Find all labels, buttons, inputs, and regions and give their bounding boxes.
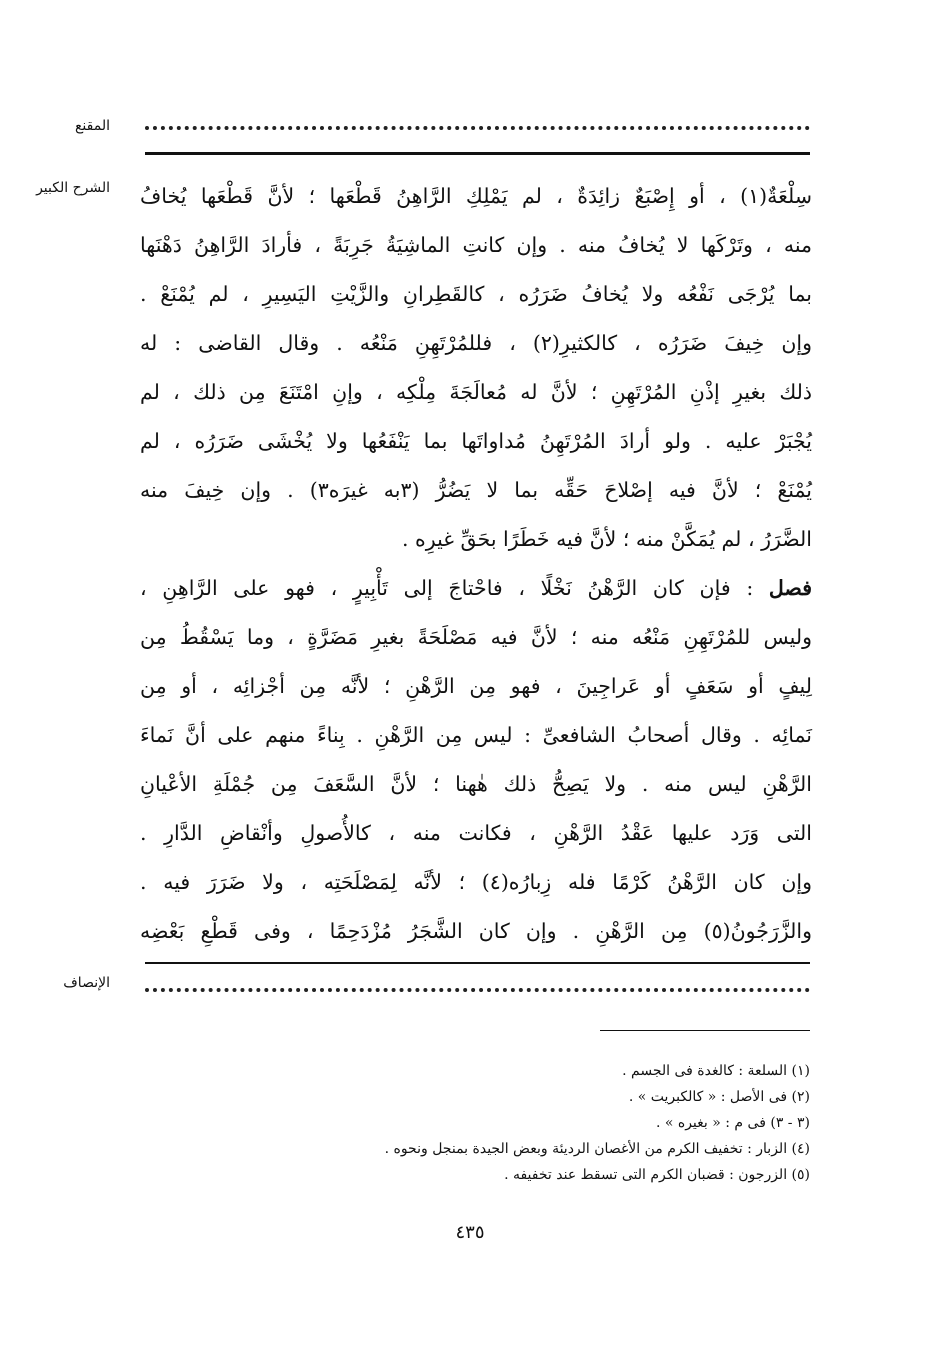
text-line: وإن خِيفَ ضَرَرُه ، كالكثيرِ(٢) ، فللمُرْتَهِنِ مَنْعُه . وقال القاضى : له <box>140 331 813 355</box>
text-line: الضَّرَرُ ، لم يُمَكَّنْ منه ؛ لأنَّ فيه خَطَرًا بحَقِّ غيرِه . <box>402 527 812 551</box>
text-line: وليس للمُرْتَهِنِ مَنْعُه منه ؛ لأنَّ فيه مَصْلَحَةً بغيرِ مَضَرَّةٍ ، وما يَسْقُطُ مِن <box>140 625 812 649</box>
page-number: ٤٣٥ <box>455 1222 485 1243</box>
footnote-rule <box>600 1030 810 1031</box>
text-line: يُجْبَرْ عليه . ولو أرادَ المُرْتَهِنُ مُداواتَها بما يَنْفَعُها ولا يُخْشَى ضَرَرُه ، لم <box>140 429 812 453</box>
text-line: بما يُرْجَى نَفْعُه ولا يُخافُ ضَرَرُه ، كالقَطِرانِ والزَّيْتِ اليَسِيرِ ، لم يُمْنَعْ . <box>140 282 812 306</box>
footnote: (١) السلعة : كالغدة فى الجسم . <box>622 1063 810 1079</box>
text-line: نَمائِه . وقال أصحابُ الشافعىِّ : ليس مِن الرَّهْنِ . بِناءً منهم على أنَّ نَماءَ <box>140 723 812 747</box>
text-line: ذلك بغيرِ إذْنِ المُرْتَهِنِ ؛ لأنَّ له مُعالَجَةَ مِلْكِه ، وإنِ امْتَنَعَ مِن ذلك ، لم <box>140 380 812 404</box>
text-line: الرَّهْنِ ليس منه . ولا يَصِحُّ ذلك هٰهنا ؛ لأنَّ السَّعَفَ مِن جُمْلَةِ الأعْيانِ <box>140 772 812 796</box>
text-line: سِلْعَةٌ(١) ، أو إِصْبَعٌ زائِدَةٌ ، لم يَمْلِكِ الرَّاهِنُ قَطْعَها ؛ لأنَّ قَطْعَها يُخافُ <box>140 184 812 208</box>
footnote: (٢) فى الأصل : « كالكبريت » . <box>628 1089 810 1105</box>
fasl-heading: فصل <box>768 576 812 600</box>
footnote: (٥) الزرجون : قضبان الكرم التى تسقط عند تخفيفه . <box>504 1167 810 1183</box>
book-title-muqni-label: المقنع <box>74 118 110 134</box>
footnote: (٤) الزبار : تخفيف الكرم من الأغصان الرديئة وبعض الجيدة بمنجل ونحوه . <box>384 1141 810 1157</box>
bottom-rule <box>145 962 810 964</box>
text-line: والزَّرَجُونُ(٥) مِن الرَّهْنِ . وإن كان الشَّجَرُ مُزْدَحِمًا ، وفى قَطْعِ بَعْضِه <box>140 919 812 943</box>
footnotes <box>300 1058 810 1188</box>
text-line: منه ، وتَرْكَها لا يُخافُ منه . وإن كانتِ الماشِيَةُ جَرِبَةً ، فأرادَ الرَّاهِنُ دَهْنَها <box>140 233 812 257</box>
footnote: (٣ - ٣) فى م : « بغيره » . <box>655 1115 810 1131</box>
top-dotted-separator <box>145 126 810 130</box>
main-text <box>140 172 812 956</box>
text-line-fasl <box>140 564 812 613</box>
text-line: التى وَرَد عليها عَقْدُ الرَّهْنِ ، فكانت منه ، كالأُصولِ وأنْقاضِ الدَّارِ . <box>140 821 812 845</box>
text-line: يُمْنَعْ ؛ لأنَّ فيه إصْلاحَ حَقِّه بما لا يَضُرُّ (٣به غيرَه٣) . وإن خِيفَ منه <box>140 478 812 502</box>
book-title-insaf-label: الإنصاف <box>63 975 110 991</box>
text-line: وإن كان الرَّهْنُ كَرْمًا فله زِبارُه(٤) ؛ لأنَّه لِمَصْلَحَتِه ، ولا ضَرَرَ فيه . <box>140 870 812 894</box>
top-rule <box>145 152 810 155</box>
text-span: : فإن كان الرَّهْنُ نَخْلًا ، فاحْتاجَ إلى تَأْبِيرٍ ، فهو على الرَّاهِنِ ، <box>140 576 769 600</box>
book-title-sharh-label: الشرح الكبير <box>36 180 110 196</box>
bottom-dotted-separator <box>145 988 810 992</box>
text-line: لِيفٍ أو سَعَفٍ أو عَراجِينَ ، فهو مِن الرَّهْنِ ؛ لأنَّه مِن أجْزائِه ، أو مِن <box>140 674 812 698</box>
